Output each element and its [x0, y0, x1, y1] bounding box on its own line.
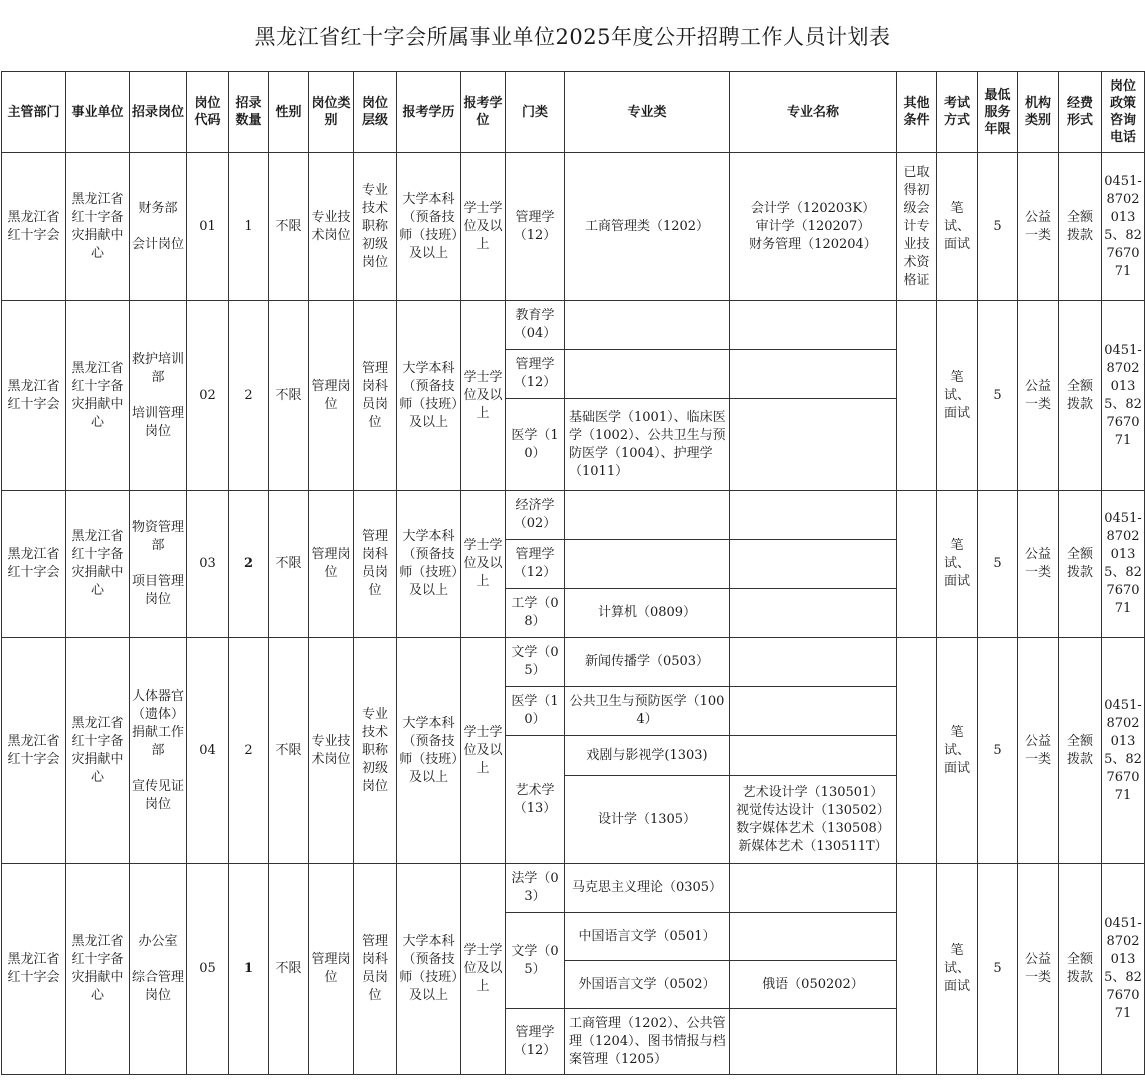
- code-cell: 05: [187, 864, 229, 1075]
- header-cell: 报考学历: [397, 72, 461, 153]
- org-cell: 公益一类: [1018, 301, 1059, 491]
- years-cell: 5: [978, 153, 1018, 301]
- exam-cell: 笔试、面试: [937, 153, 978, 301]
- other-cell: 已取得初级会计专业技术资格证: [897, 153, 937, 301]
- category-cell: 专业技术岗位: [309, 638, 354, 864]
- recruitment-plan-table: [1, 71, 1145, 1075]
- position-cell: 办公室 综合管理岗位: [130, 864, 187, 1075]
- gender-cell: 不限: [269, 153, 309, 301]
- major-class-cell: [565, 350, 730, 399]
- major-class-cell: 新闻传播学（0503）: [565, 638, 730, 687]
- unit-cell: 黑龙江省红十字备灾捐献中心: [66, 491, 130, 638]
- major-class-cell: 设计学（1305）: [565, 776, 730, 864]
- major-name-cell: [730, 589, 897, 638]
- major-class-cell: 戏剧与影视学(1303): [565, 736, 730, 776]
- education-cell: 大学本科（预备技师（技班）及以上: [397, 864, 461, 1075]
- table-row: [2, 864, 1145, 913]
- org-cell: 公益一类: [1018, 491, 1059, 638]
- code-cell: 03: [187, 491, 229, 638]
- years-cell: 5: [978, 638, 1018, 864]
- major-name-cell: [730, 736, 897, 776]
- years-cell: 5: [978, 864, 1018, 1075]
- major-class-cell: 公共卫生与预防医学（1004）: [565, 687, 730, 736]
- other-cell: [897, 301, 937, 491]
- dept-cell: 黑龙江省红十字会: [2, 301, 66, 491]
- exam-cell: 笔试、面试: [937, 638, 978, 864]
- org-cell: 公益一类: [1018, 864, 1059, 1075]
- header-cell: 岗位政策咨询电话: [1102, 72, 1145, 153]
- phone-cell: 0451-87020135、82767071: [1102, 638, 1145, 864]
- count-cell: 2: [229, 638, 269, 864]
- fund-cell: 全额拨款: [1059, 638, 1102, 864]
- header-cell: 机构类别: [1018, 72, 1059, 153]
- years-cell: 5: [978, 301, 1018, 491]
- header-cell: 专业类: [565, 72, 730, 153]
- unit-cell: 黑龙江省红十字备灾捐献中心: [66, 153, 130, 301]
- door-cell: 艺术学（13）: [506, 736, 565, 864]
- other-cell: [897, 864, 937, 1075]
- phone-cell: 0451-87020135、82767071: [1102, 491, 1145, 638]
- education-cell: 大学本科（预备技师（技班）及以上: [397, 491, 461, 638]
- major-name-cell: [730, 540, 897, 589]
- door-cell: 教育学（04）: [506, 301, 565, 350]
- years-cell: 5: [978, 491, 1018, 638]
- count-cell: 1: [229, 864, 269, 1075]
- header-cell: 其他条件: [897, 72, 937, 153]
- door-cell: 工学（08）: [506, 589, 565, 638]
- degree-cell: 学士学位及以上: [461, 491, 506, 638]
- count-cell: 2: [229, 301, 269, 491]
- door-cell: 文学（05）: [506, 638, 565, 687]
- unit-cell: 黑龙江省红十字备灾捐献中心: [66, 864, 130, 1075]
- exam-cell: 笔试、面试: [937, 491, 978, 638]
- major-name-cell: [730, 491, 897, 540]
- level-cell: 专业技术职称初级岗位: [354, 153, 397, 301]
- major-name-cell: [730, 864, 897, 913]
- degree-cell: 学士学位及以上: [461, 638, 506, 864]
- major-name-cell: [730, 301, 897, 350]
- degree-cell: 学士学位及以上: [461, 301, 506, 491]
- major-name-cell: [730, 1009, 897, 1075]
- level-cell: 管理岗科员岗位: [354, 301, 397, 491]
- header-cell: 最低服务年限: [978, 72, 1018, 153]
- table-row: [2, 301, 1145, 350]
- phone-cell: 0451-87020135、82767071: [1102, 153, 1145, 301]
- level-cell: 管理岗科员岗位: [354, 864, 397, 1075]
- door-cell: 医学（10）: [506, 687, 565, 736]
- major-name-cell: 会计学（120203K） 审计学（120207） 财务管理（120204）: [730, 153, 897, 301]
- level-cell: 管理岗科员岗位: [354, 491, 397, 638]
- code-cell: 04: [187, 638, 229, 864]
- major-name-cell: [730, 687, 897, 736]
- position-cell: 人体器官（遗体）捐献工作部 宣传见证岗位: [130, 638, 187, 864]
- code-cell: 01: [187, 153, 229, 301]
- level-cell: 专业技术职称初级岗位: [354, 638, 397, 864]
- category-cell: 专业技术岗位: [309, 153, 354, 301]
- page-title: 黑龙江省红十字会所属事业单位2025年度公开招聘工作人员计划表: [254, 25, 891, 49]
- header-cell: 岗位层级: [354, 72, 397, 153]
- door-cell: 管理学（12）: [506, 1009, 565, 1075]
- gender-cell: 不限: [269, 301, 309, 491]
- unit-cell: 黑龙江省红十字备灾捐献中心: [66, 301, 130, 491]
- header-cell: 事业单位: [66, 72, 130, 153]
- door-cell: 管理学（12）: [506, 153, 565, 301]
- major-class-cell: 工商管理（1202）、公共管理（1204）、图书情报与档案管理（1205）: [565, 1009, 730, 1075]
- dept-cell: 黑龙江省红十字会: [2, 864, 66, 1075]
- major-name-cell: [730, 913, 897, 961]
- major-class-cell: [565, 540, 730, 589]
- gender-cell: 不限: [269, 491, 309, 638]
- major-class-cell: 马克思主义理论（0305）: [565, 864, 730, 913]
- other-cell: [897, 638, 937, 864]
- door-cell: 医学（10）: [506, 399, 565, 491]
- major-name-cell: 俄语（050202）: [730, 961, 897, 1009]
- degree-cell: 学士学位及以上: [461, 153, 506, 301]
- dept-cell: 黑龙江省红十字会: [2, 153, 66, 301]
- major-class-cell: [565, 491, 730, 540]
- org-cell: 公益一类: [1018, 638, 1059, 864]
- exam-cell: 笔试、面试: [937, 301, 978, 491]
- table-row: [2, 153, 1145, 301]
- header-cell: 岗位代码: [187, 72, 229, 153]
- door-cell: 法学（03）: [506, 864, 565, 913]
- header-row: [2, 72, 1145, 153]
- gender-cell: 不限: [269, 864, 309, 1075]
- door-cell: 文学（05）: [506, 913, 565, 1009]
- header-cell: 考试方式: [937, 72, 978, 153]
- count-cell: 1: [229, 153, 269, 301]
- code-cell: 02: [187, 301, 229, 491]
- header-cell: 性别: [269, 72, 309, 153]
- major-class-cell: 基础医学（1001）、临床医学（1002）、公共卫生与预防医学（1004）、护理学（1011）: [565, 399, 730, 491]
- position-cell: 救护培训部 培训管理岗位: [130, 301, 187, 491]
- education-cell: 大学本科（预备技师（技班）及以上: [397, 638, 461, 864]
- major-name-cell: [730, 399, 897, 491]
- table-row: [2, 491, 1145, 540]
- door-cell: 管理学（12）: [506, 540, 565, 589]
- count-cell: 2: [229, 491, 269, 638]
- dept-cell: 黑龙江省红十字会: [2, 491, 66, 638]
- unit-cell: 黑龙江省红十字备灾捐献中心: [66, 638, 130, 864]
- fund-cell: 全额拨款: [1059, 491, 1102, 638]
- major-class-cell: 工商管理类（1202）: [565, 153, 730, 301]
- header-cell: 岗位类别: [309, 72, 354, 153]
- category-cell: 管理岗位: [309, 301, 354, 491]
- category-cell: 管理岗位: [309, 864, 354, 1075]
- header-cell: 专业名称: [730, 72, 897, 153]
- degree-cell: 学士学位及以上: [461, 864, 506, 1075]
- table-row: [2, 638, 1145, 687]
- education-cell: 大学本科（预备技师（技班）及以上: [397, 301, 461, 491]
- door-cell: 经济学（02）: [506, 491, 565, 540]
- org-cell: 公益一类: [1018, 153, 1059, 301]
- major-name-cell: [730, 350, 897, 399]
- fund-cell: 全额拨款: [1059, 153, 1102, 301]
- fund-cell: 全额拨款: [1059, 301, 1102, 491]
- education-cell: 大学本科（预备技师（技班）及以上: [397, 153, 461, 301]
- door-cell: 管理学（12）: [506, 350, 565, 399]
- dept-cell: 黑龙江省红十字会: [2, 638, 66, 864]
- phone-cell: 0451-87020135、82767071: [1102, 301, 1145, 491]
- major-name-cell: 艺术设计学（130501） 视觉传达设计（130502） 数字媒体艺术（130508） 新媒体艺术（130511T）: [730, 776, 897, 864]
- header-cell: 主管部门: [2, 72, 66, 153]
- major-class-cell: 计算机（0809）: [565, 589, 730, 638]
- header-cell: 招录岗位: [130, 72, 187, 153]
- major-class-cell: 中国语言文学（0501）: [565, 913, 730, 961]
- major-name-cell: [730, 638, 897, 687]
- position-cell: 物资管理部 项目管理岗位: [130, 491, 187, 638]
- major-class-cell: [565, 301, 730, 350]
- header-cell: 招录数量: [229, 72, 269, 153]
- exam-cell: 笔试、面试: [937, 864, 978, 1075]
- header-cell: 门类: [506, 72, 565, 153]
- major-class-cell: 外国语言文学（0502）: [565, 961, 730, 1009]
- category-cell: 管理岗位: [309, 491, 354, 638]
- phone-cell: 0451-87020135、82767071: [1102, 864, 1145, 1075]
- header-cell: 经费形式: [1059, 72, 1102, 153]
- gender-cell: 不限: [269, 638, 309, 864]
- header-cell: 报考学位: [461, 72, 506, 153]
- position-cell: 财务部 会计岗位: [130, 153, 187, 301]
- other-cell: [897, 491, 937, 638]
- fund-cell: 全额拨款: [1059, 864, 1102, 1075]
